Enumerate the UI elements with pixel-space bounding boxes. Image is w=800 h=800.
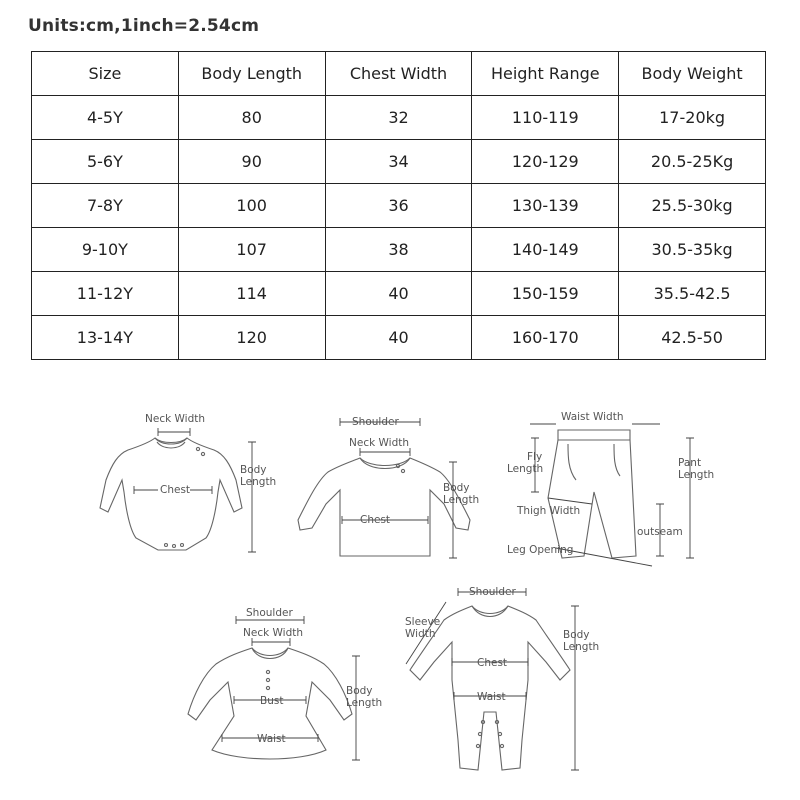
dress-length-label: Length [346, 697, 383, 709]
cell-size: 7-8Y [32, 184, 179, 228]
romper-sleeve-width-label: Width [405, 628, 436, 640]
table-row [32, 316, 766, 360]
romper-body-label: Body [563, 629, 590, 641]
cell-chest-width: 40 [325, 272, 472, 316]
cell-chest-width: 40 [325, 316, 472, 360]
table-row [32, 184, 766, 228]
table-row [32, 96, 766, 140]
units-note: Units:cm,1inch=2.54cm [28, 16, 260, 36]
shirt-body-label: Body [443, 482, 470, 494]
table-row [32, 228, 766, 272]
cell-height-range: 110-119 [472, 96, 619, 140]
pants-leg-opening-label: Leg Opening [507, 544, 574, 556]
shirt-length-label: Length [443, 494, 480, 506]
romper-waist-label: Waist [477, 691, 506, 703]
cell-chest-width: 36 [325, 184, 472, 228]
header-size: Size [32, 52, 179, 96]
pants-waist-width-label: Waist Width [561, 411, 624, 423]
cell-size: 4-5Y [32, 96, 179, 140]
cell-height-range: 160-170 [472, 316, 619, 360]
cell-body-length: 80 [178, 96, 325, 140]
size-chart-table [31, 51, 766, 360]
cell-body-weight: 30.5-35kg [619, 228, 766, 272]
cell-body-length: 100 [178, 184, 325, 228]
romper-chest-label: Chest [477, 657, 508, 669]
romper-length-label: Length [563, 641, 600, 653]
dress-neck-width-label: Neck Width [243, 627, 304, 639]
cell-height-range: 120-129 [472, 140, 619, 184]
table-header-row [32, 52, 766, 96]
romper-shoulder-label: Shoulder [469, 586, 516, 598]
dress-waist-label: Waist [257, 733, 286, 745]
shirt-diagram [298, 416, 479, 558]
cell-height-range: 150-159 [472, 272, 619, 316]
shirt-shoulder-label: Shoulder [352, 416, 399, 428]
bodysuit-body-label: Body [240, 464, 267, 476]
bodysuit-length-label: Length [240, 476, 277, 488]
cell-body-length: 120 [178, 316, 325, 360]
measurement-diagrams [0, 380, 800, 800]
cell-body-length: 114 [178, 272, 325, 316]
cell-chest-width: 32 [325, 96, 472, 140]
pants-diagram [507, 411, 714, 566]
cell-size: 9-10Y [32, 228, 179, 272]
romper-sleeve-label: Sleeve [405, 616, 441, 628]
cell-body-length: 90 [178, 140, 325, 184]
pants-thigh-width-label: Thigh Width [517, 505, 581, 517]
header-height-range: Height Range [472, 52, 619, 96]
table-row [32, 272, 766, 316]
bodysuit-neck-width-label: Neck Width [145, 413, 206, 425]
cell-size: 5-6Y [32, 140, 179, 184]
cell-height-range: 140-149 [472, 228, 619, 272]
pants-fly-label: Fly [527, 451, 543, 463]
cell-chest-width: 34 [325, 140, 472, 184]
cell-body-weight: 35.5-42.5 [619, 272, 766, 316]
pants-pant-length-label: Length [678, 469, 715, 481]
pants-pant-label: Pant [678, 457, 702, 469]
romper-diagram [405, 586, 599, 770]
cell-height-range: 130-139 [472, 184, 619, 228]
cell-body-weight: 20.5-25Kg [619, 140, 766, 184]
header-body-length: Body Length [178, 52, 325, 96]
pants-fly-length-label: Length [507, 463, 544, 475]
pants-outseam-label: outseam [637, 526, 683, 538]
dress-body-label: Body [346, 685, 373, 697]
shirt-chest-label: Chest [360, 514, 391, 526]
header-body-weight: Body Weight [619, 52, 766, 96]
dress-diagram [188, 607, 382, 760]
cell-chest-width: 38 [325, 228, 472, 272]
dress-shoulder-label: Shoulder [246, 607, 293, 619]
cell-body-weight: 17-20kg [619, 96, 766, 140]
shirt-neck-width-label: Neck Width [349, 437, 410, 449]
bodysuit-diagram [100, 413, 276, 552]
cell-body-weight: 25.5-30kg [619, 184, 766, 228]
cell-body-length: 107 [178, 228, 325, 272]
dress-bust-label: Bust [260, 695, 284, 707]
cell-body-weight: 42.5-50 [619, 316, 766, 360]
cell-size: 11-12Y [32, 272, 179, 316]
bodysuit-chest-label: Chest [160, 484, 191, 496]
table-row [32, 140, 766, 184]
cell-size: 13-14Y [32, 316, 179, 360]
header-chest-width: Chest Width [325, 52, 472, 96]
